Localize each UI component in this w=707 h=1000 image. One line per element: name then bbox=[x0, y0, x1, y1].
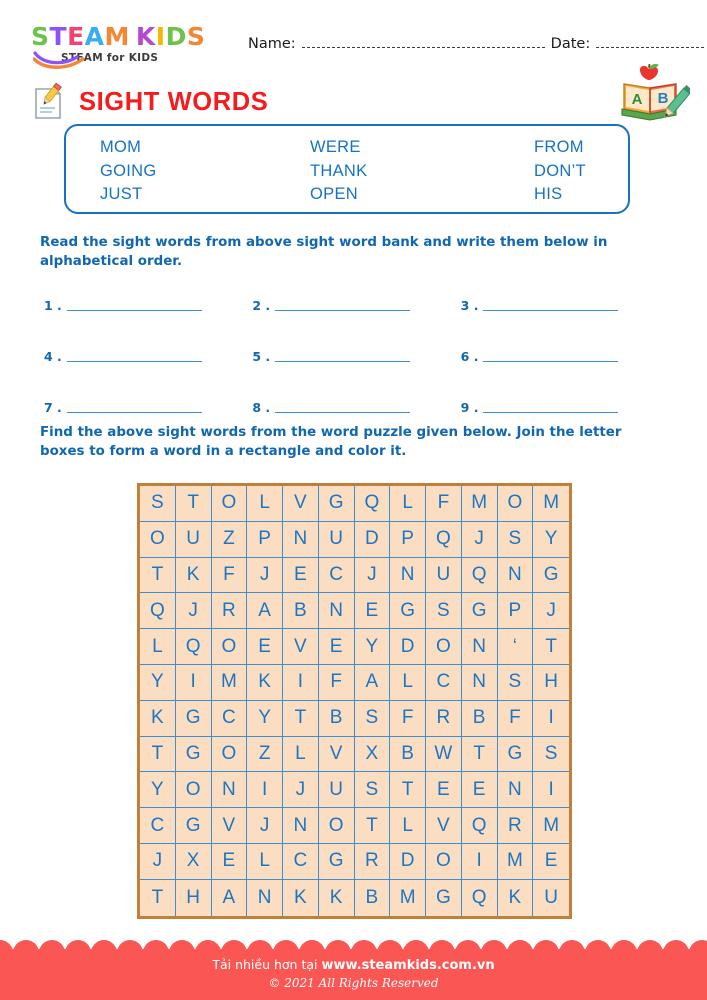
puzzle-cell[interactable]: T bbox=[355, 808, 391, 844]
footer-copyright: © 2021 All Rights Reserved bbox=[268, 976, 439, 990]
answer-blank[interactable] bbox=[44, 293, 252, 344]
puzzle-cell[interactable]: T bbox=[533, 629, 569, 665]
puzzle-cell[interactable]: O bbox=[498, 486, 534, 522]
name-input-line[interactable] bbox=[302, 47, 545, 48]
puzzle-cell[interactable]: B bbox=[462, 701, 498, 737]
word-bank-word: GOING bbox=[100, 161, 157, 180]
logo-swoosh-icon bbox=[33, 50, 85, 70]
puzzle-cell[interactable]: V bbox=[426, 808, 462, 844]
puzzle-cell[interactable]: L bbox=[247, 844, 283, 880]
puzzle-cell[interactable]: N bbox=[390, 558, 426, 594]
answer-write-line[interactable] bbox=[67, 293, 202, 311]
word-bank-word: THANK bbox=[310, 161, 368, 180]
puzzle-cell[interactable]: K bbox=[319, 880, 355, 916]
puzzle-cell[interactable]: Q bbox=[462, 558, 498, 594]
puzzle-cell[interactable]: M bbox=[212, 665, 248, 701]
puzzle-cell[interactable]: G bbox=[426, 880, 462, 916]
word-bank-word: OPEN bbox=[310, 185, 358, 204]
puzzle-cell[interactable]: S bbox=[498, 665, 534, 701]
puzzle-cell[interactable]: E bbox=[319, 629, 355, 665]
puzzle-cell[interactable]: Y bbox=[140, 665, 176, 701]
date-input-line[interactable] bbox=[596, 47, 704, 48]
puzzle-cell[interactable]: Y bbox=[533, 522, 569, 558]
puzzle-cell[interactable]: M bbox=[533, 808, 569, 844]
puzzle-cell[interactable]: A bbox=[355, 665, 391, 701]
puzzle-cell[interactable]: T bbox=[176, 486, 212, 522]
puzzle-cell[interactable]: C bbox=[283, 844, 319, 880]
puzzle-cell[interactable]: J bbox=[176, 593, 212, 629]
puzzle-cell[interactable]: F bbox=[319, 665, 355, 701]
puzzle-cell[interactable]: Q bbox=[140, 593, 176, 629]
answer-write-line[interactable] bbox=[275, 293, 410, 311]
puzzle-cell[interactable]: E bbox=[283, 558, 319, 594]
answer-write-line[interactable] bbox=[67, 344, 202, 362]
puzzle-cell[interactable]: N bbox=[319, 593, 355, 629]
puzzle-cell[interactable]: R bbox=[426, 701, 462, 737]
puzzle-cell[interactable]: Y bbox=[247, 701, 283, 737]
puzzle-cell[interactable]: B bbox=[390, 737, 426, 773]
puzzle-cell[interactable]: M bbox=[462, 486, 498, 522]
puzzle-cell[interactable]: S bbox=[426, 593, 462, 629]
puzzle-cell[interactable]: Z bbox=[247, 737, 283, 773]
puzzle-cell[interactable]: N bbox=[498, 772, 534, 808]
answer-blank[interactable] bbox=[461, 344, 669, 395]
puzzle-cell[interactable]: S bbox=[533, 737, 569, 773]
answer-blank[interactable] bbox=[252, 293, 460, 344]
puzzle-cell[interactable]: F bbox=[498, 701, 534, 737]
answer-write-line[interactable] bbox=[483, 293, 618, 311]
name-label: Name: bbox=[248, 36, 296, 52]
puzzle-cell[interactable]: L bbox=[247, 486, 283, 522]
puzzle-cell[interactable]: I bbox=[462, 844, 498, 880]
puzzle-cell[interactable]: G bbox=[533, 558, 569, 594]
puzzle-cell[interactable]: S bbox=[355, 772, 391, 808]
puzzle-cell[interactable]: E bbox=[533, 844, 569, 880]
word-bank-word: FROM bbox=[534, 138, 584, 157]
puzzle-cell[interactable]: I bbox=[533, 701, 569, 737]
word-bank-word: MOM bbox=[100, 138, 142, 157]
puzzle-cell[interactable]: E bbox=[247, 629, 283, 665]
puzzle-cell[interactable]: Z bbox=[212, 522, 248, 558]
title-row bbox=[31, 80, 268, 124]
logo-letter: S bbox=[186, 22, 206, 51]
puzzle-cell[interactable]: Y bbox=[355, 629, 391, 665]
logo-letter: M bbox=[104, 22, 130, 51]
puzzle-cell[interactable]: A bbox=[247, 593, 283, 629]
footer-website-line bbox=[0, 957, 707, 973]
page-header bbox=[0, 0, 707, 78]
puzzle-cell[interactable]: T bbox=[462, 737, 498, 773]
puzzle-cell[interactable]: H bbox=[533, 665, 569, 701]
puzzle-cell[interactable]: O bbox=[319, 808, 355, 844]
logo-letter: D bbox=[165, 22, 187, 51]
puzzle-cell[interactable]: U bbox=[319, 522, 355, 558]
puzzle-cell[interactable]: C bbox=[140, 808, 176, 844]
logo-letter: K bbox=[135, 22, 156, 51]
puzzle-cell[interactable]: K bbox=[140, 701, 176, 737]
puzzle-cell[interactable]: M bbox=[498, 844, 534, 880]
puzzle-cell[interactable]: B bbox=[283, 593, 319, 629]
puzzle-cell[interactable]: J bbox=[247, 808, 283, 844]
puzzle-cell[interactable]: G bbox=[176, 737, 212, 773]
answer-write-line[interactable] bbox=[483, 395, 618, 413]
puzzle-cell[interactable]: U bbox=[533, 880, 569, 916]
puzzle-cell[interactable]: E bbox=[462, 772, 498, 808]
answer-number: 8 . bbox=[252, 400, 271, 415]
logo-letter: I bbox=[155, 22, 166, 51]
logo-tagline: STEAM for KIDS bbox=[61, 52, 159, 64]
puzzle-cell[interactable]: T bbox=[140, 737, 176, 773]
svg-text:B: B bbox=[657, 90, 669, 107]
puzzle-cell[interactable]: V bbox=[319, 737, 355, 773]
puzzle-cell[interactable]: L bbox=[390, 808, 426, 844]
puzzle-cell[interactable]: F bbox=[426, 486, 462, 522]
puzzle-cell[interactable]: P bbox=[390, 522, 426, 558]
puzzle-cell[interactable]: O bbox=[212, 737, 248, 773]
puzzle-cell[interactable]: G bbox=[176, 701, 212, 737]
puzzle-cell[interactable]: T bbox=[140, 880, 176, 916]
logo-letter: E bbox=[67, 22, 85, 51]
answer-write-line[interactable] bbox=[67, 395, 202, 413]
puzzle-cell[interactable]: F bbox=[212, 558, 248, 594]
puzzle-cell[interactable]: Q bbox=[426, 522, 462, 558]
puzzle-cell[interactable]: K bbox=[176, 558, 212, 594]
puzzle-cell[interactable]: C bbox=[319, 558, 355, 594]
puzzle-cell[interactable]: K bbox=[498, 880, 534, 916]
svg-text:A: A bbox=[631, 91, 643, 108]
puzzle-cell[interactable]: G bbox=[462, 593, 498, 629]
answer-blank[interactable] bbox=[252, 344, 460, 395]
abc-book-apple-pencil-icon bbox=[618, 64, 690, 126]
puzzle-cell[interactable]: Q bbox=[176, 629, 212, 665]
name-date-row bbox=[248, 36, 688, 52]
puzzle-cell[interactable]: G bbox=[390, 593, 426, 629]
puzzle-cell[interactable]: P bbox=[498, 593, 534, 629]
puzzle-cell[interactable]: S bbox=[498, 522, 534, 558]
puzzle-cell[interactable]: K bbox=[283, 880, 319, 916]
page-title: SIGHT WORDS bbox=[79, 87, 269, 116]
page-footer bbox=[0, 937, 707, 1000]
puzzle-cell[interactable]: N bbox=[212, 772, 248, 808]
word-bank-box bbox=[64, 124, 630, 214]
puzzle-cell[interactable]: S bbox=[355, 701, 391, 737]
puzzle-cell[interactable]: X bbox=[176, 844, 212, 880]
puzzle-cell[interactable]: U bbox=[426, 558, 462, 594]
answer-write-line[interactable] bbox=[275, 395, 410, 413]
puzzle-cell[interactable]: I bbox=[247, 772, 283, 808]
puzzle-cell[interactable]: J bbox=[355, 558, 391, 594]
puzzle-cell[interactable]: A bbox=[212, 880, 248, 916]
logo-wordmark bbox=[31, 24, 211, 49]
puzzle-cell[interactable]: O bbox=[426, 629, 462, 665]
puzzle-cell[interactable]: C bbox=[212, 701, 248, 737]
puzzle-cell[interactable]: W bbox=[426, 737, 462, 773]
logo-letter: A bbox=[84, 22, 105, 51]
puzzle-cell[interactable]: ‘ bbox=[498, 629, 534, 665]
puzzle-cell[interactable]: E bbox=[426, 772, 462, 808]
instruction-word-puzzle: Find the above sight words from the word puzzle given below. Join the letter boxes to form a word in a rectangle and color it. bbox=[40, 425, 622, 460]
puzzle-cell[interactable]: V bbox=[283, 629, 319, 665]
puzzle-cell[interactable]: V bbox=[212, 808, 248, 844]
puzzle-cell[interactable]: Q bbox=[462, 808, 498, 844]
puzzle-cell[interactable]: J bbox=[283, 772, 319, 808]
puzzle-cell[interactable]: N bbox=[462, 629, 498, 665]
puzzle-cell[interactable]: N bbox=[283, 808, 319, 844]
puzzle-cell[interactable]: G bbox=[319, 486, 355, 522]
answer-number: 2 . bbox=[252, 298, 271, 313]
puzzle-cell[interactable]: O bbox=[176, 772, 212, 808]
answer-number: 4 . bbox=[44, 349, 62, 364]
logo-letter: T bbox=[49, 22, 68, 51]
puzzle-cell[interactable]: I bbox=[533, 772, 569, 808]
puzzle-cell[interactable]: O bbox=[212, 629, 248, 665]
puzzle-cell[interactable]: P bbox=[247, 522, 283, 558]
puzzle-cell[interactable]: B bbox=[319, 701, 355, 737]
puzzle-cell[interactable]: R bbox=[498, 808, 534, 844]
puzzle-cell[interactable]: J bbox=[533, 593, 569, 629]
puzzle-cell[interactable]: R bbox=[212, 593, 248, 629]
puzzle-cell[interactable]: V bbox=[283, 486, 319, 522]
answer-number: 7 . bbox=[44, 400, 62, 415]
puzzle-cell[interactable]: U bbox=[176, 522, 212, 558]
answer-number: 6 . bbox=[460, 349, 479, 364]
footer-prefix-text: Tải nhiều hơn tại bbox=[212, 957, 322, 972]
puzzle-cell[interactable]: O bbox=[140, 522, 176, 558]
word-bank-word: HIS bbox=[534, 185, 563, 204]
answer-blank[interactable] bbox=[461, 293, 669, 344]
puzzle-cell[interactable]: D bbox=[355, 522, 391, 558]
puzzle-cell[interactable]: J bbox=[140, 844, 176, 880]
puzzle-cell[interactable]: L bbox=[283, 737, 319, 773]
puzzle-cell[interactable]: B bbox=[355, 880, 391, 916]
footer-website-url[interactable]: www.steamkids.com.vn bbox=[321, 958, 495, 973]
word-search-grid[interactable] bbox=[137, 483, 572, 919]
puzzle-cell[interactable]: Q bbox=[462, 880, 498, 916]
puzzle-cell[interactable]: D bbox=[390, 629, 426, 665]
word-bank-list bbox=[100, 136, 600, 207]
puzzle-cell[interactable]: T bbox=[140, 558, 176, 594]
puzzle-cell[interactable]: Y bbox=[140, 772, 176, 808]
puzzle-cell[interactable]: T bbox=[390, 772, 426, 808]
word-bank-word: JUST bbox=[100, 185, 143, 204]
puzzle-cell[interactable]: J bbox=[247, 558, 283, 594]
puzzle-cell[interactable]: O bbox=[426, 844, 462, 880]
puzzle-cell[interactable]: J bbox=[462, 522, 498, 558]
puzzle-cell[interactable]: S bbox=[140, 486, 176, 522]
puzzle-cell[interactable]: F bbox=[390, 701, 426, 737]
word-bank-word: WERE bbox=[310, 138, 361, 157]
puzzle-cell[interactable]: G bbox=[498, 737, 534, 773]
puzzle-cell[interactable]: C bbox=[426, 665, 462, 701]
puzzle-cell[interactable]: E bbox=[212, 844, 248, 880]
answer-number: 9 . bbox=[460, 400, 479, 415]
puzzle-cell[interactable]: N bbox=[462, 665, 498, 701]
puzzle-cell[interactable]: I bbox=[283, 665, 319, 701]
puzzle-cell[interactable]: Q bbox=[355, 486, 391, 522]
puzzle-cell[interactable]: G bbox=[176, 808, 212, 844]
puzzle-cell[interactable]: L bbox=[390, 486, 426, 522]
answer-number: 1 . bbox=[44, 298, 62, 313]
word-bank-word: DON’T bbox=[534, 161, 586, 180]
logo-letter: S bbox=[31, 22, 50, 51]
answer-blank[interactable] bbox=[44, 344, 252, 395]
footer-content bbox=[0, 949, 707, 1000]
puzzle-cell[interactable]: R bbox=[355, 844, 391, 880]
puzzle-cell[interactable]: T bbox=[283, 701, 319, 737]
puzzle-cell[interactable]: M bbox=[533, 486, 569, 522]
puzzle-cell[interactable]: K bbox=[247, 665, 283, 701]
puzzle-cell[interactable]: X bbox=[355, 737, 391, 773]
puzzle-cell[interactable]: U bbox=[319, 772, 355, 808]
steam-kids-logo bbox=[31, 24, 211, 64]
puzzle-cell[interactable]: D bbox=[390, 844, 426, 880]
answer-write-line[interactable] bbox=[275, 344, 410, 362]
puzzle-cell[interactable]: M bbox=[390, 880, 426, 916]
puzzle-cell[interactable]: O bbox=[212, 486, 248, 522]
date-label: Date: bbox=[550, 36, 591, 52]
puzzle-cell[interactable]: I bbox=[176, 665, 212, 701]
instruction-alphabetical-order: Read the sight words from above sight word bank and write them below in alphabetical order. bbox=[40, 235, 608, 270]
answer-number: 3 . bbox=[460, 298, 479, 313]
puzzle-cell[interactable]: G bbox=[319, 844, 355, 880]
puzzle-cell[interactable]: N bbox=[283, 522, 319, 558]
puzzle-cell[interactable]: L bbox=[140, 629, 176, 665]
puzzle-cell[interactable]: L bbox=[390, 665, 426, 701]
puzzle-cell[interactable]: E bbox=[355, 593, 391, 629]
puzzle-cell[interactable]: N bbox=[498, 558, 534, 594]
notepad-pencil-icon bbox=[31, 82, 65, 122]
answer-write-line[interactable] bbox=[483, 344, 618, 362]
puzzle-cell[interactable]: H bbox=[176, 880, 212, 916]
answer-number: 5 . bbox=[252, 349, 271, 364]
puzzle-cell[interactable]: N bbox=[247, 880, 283, 916]
